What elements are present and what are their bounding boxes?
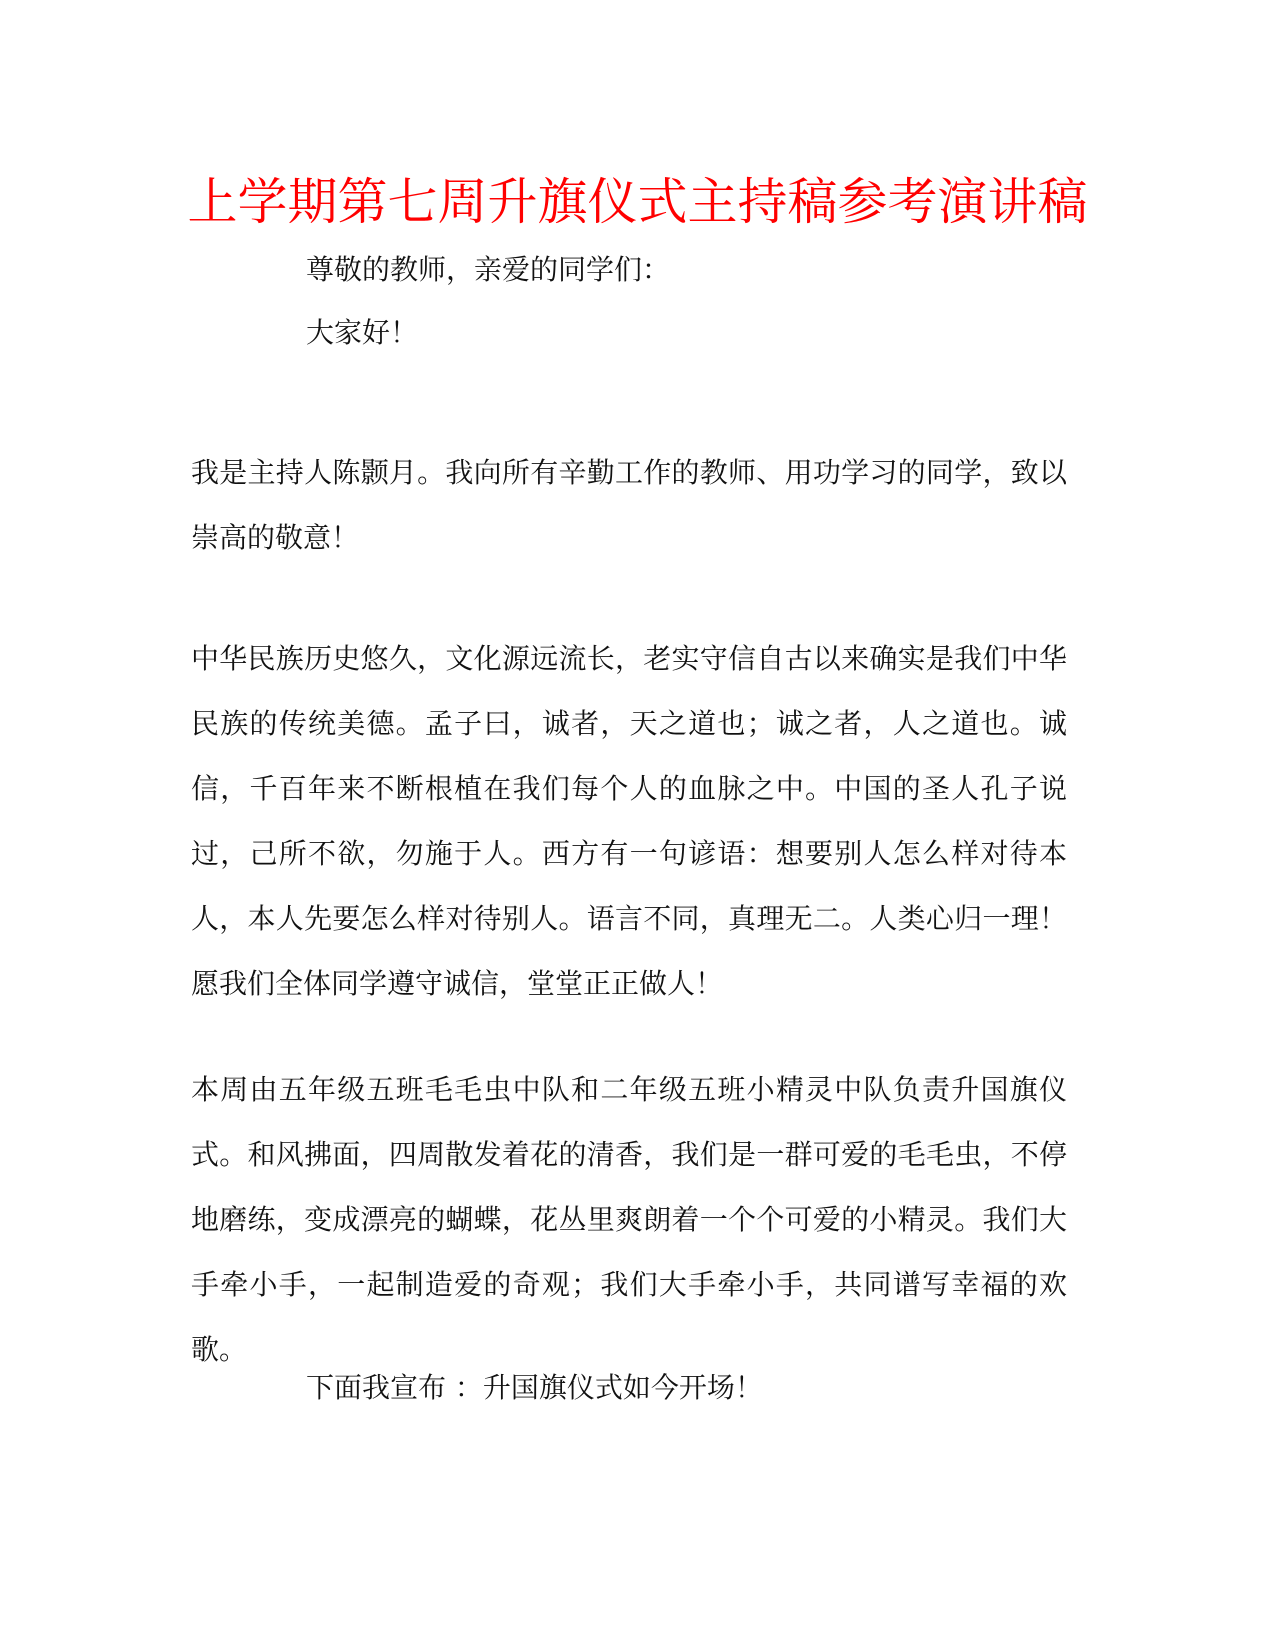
salutation: 尊敬的教师，亲爱的同学们： — [306, 253, 671, 286]
closing-announcement: 下面我宣布 ：升国旗仪式如今开场！ — [306, 1371, 763, 1404]
paragraph-integrity: 中华民族历史悠久，文化源远流长，老实守信自古以来确实是我们中华民族的传统美德。孟子曰，诚者，天之道也；诚之者，人之道也。诚信，千百年来不断根植在我们每个人的血脉之中。中国的圣人孔子说过，己所不欲，勿施于人。西方有一句谚语：想要别人怎么样对待本人，本人先要怎么样对待别人。语言不同，真理无二。人类心归一理！愿我们全体同学遵守诚信，堂堂正正做人！ — [191, 642, 1067, 1000]
greeting: 大家好！ — [306, 316, 419, 349]
document-title: 上学期第七周升旗仪式主持稿参考演讲稿 — [187, 173, 1088, 231]
paragraph-intro: 我是主持人陈颢月。我向所有辛勤工作的教师、用功学习的同学，致以崇高的敬意！ — [191, 456, 1067, 554]
paragraph-classes: 本周由五年级五班毛毛虫中队和二年级五班小精灵中队负责升国旗仪式。和风拂面，四周散发着花的清香，我们是一群可爱的毛毛虫，不停地磨练，变成漂亮的蝴蝶，花丛里爽朗着一个个可爱的小精灵。我们大手牵小手，一起制造爱的奇观；我们大手牵小手，共同谱写幸福的欢歌。 — [191, 1073, 1067, 1366]
